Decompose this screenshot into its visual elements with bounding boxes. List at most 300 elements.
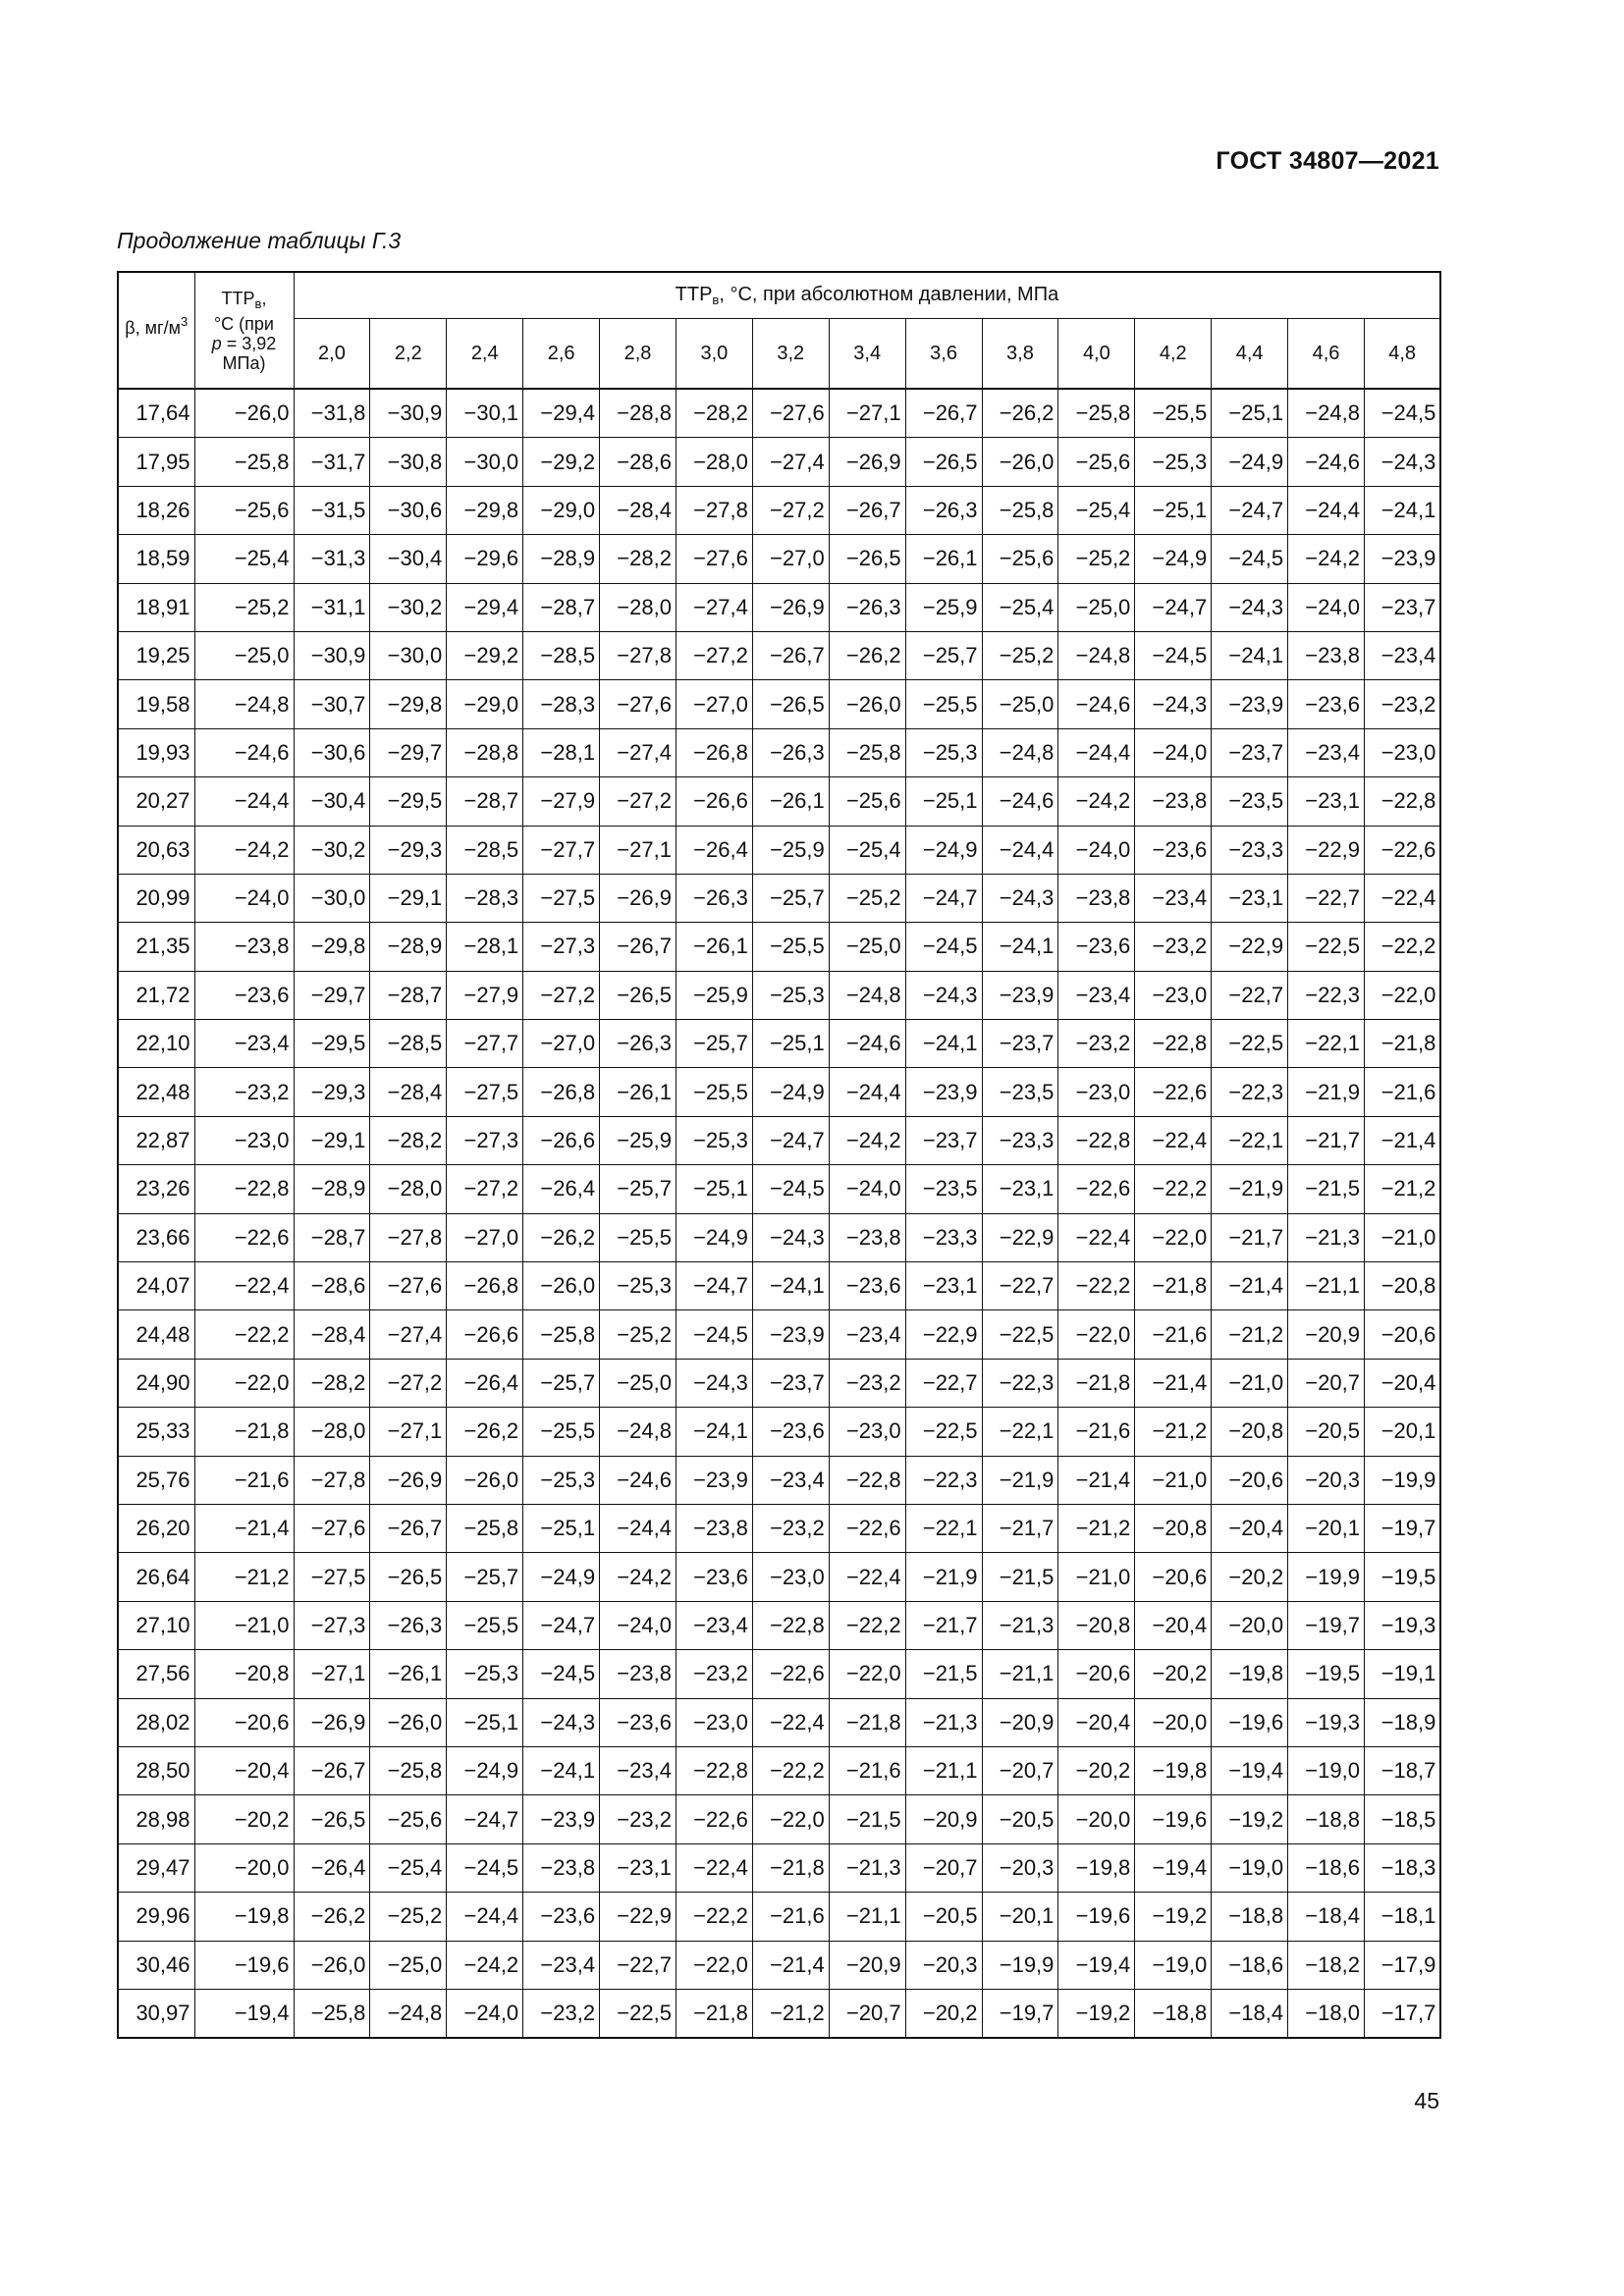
ttr-cell: −23,3	[982, 1116, 1058, 1164]
ttr-cell: −24,1	[752, 1262, 829, 1310]
ttr-cell: −29,1	[294, 1116, 370, 1164]
beta-unit-sup: 3	[180, 314, 189, 329]
table-row	[118, 1698, 1440, 1746]
ttr-cell: −27,0	[447, 1213, 523, 1261]
beta-cell: 19,93	[118, 728, 194, 776]
ttr-cell: −21,3	[982, 1601, 1058, 1649]
ttr-cell: −25,7	[523, 1359, 600, 1407]
ttr-392-cell: −20,2	[194, 1795, 294, 1843]
beta-cell: 28,50	[118, 1746, 194, 1794]
ttr-392-cell: −23,8	[194, 923, 294, 971]
ttr-cell: −26,9	[370, 1456, 447, 1504]
ttr-cell: −25,3	[523, 1456, 600, 1504]
ttr-392-cell: −22,6	[194, 1213, 294, 1261]
ttr-cell: −22,2	[676, 1893, 752, 1941]
ttr-cell: −23,5	[982, 1068, 1058, 1116]
ttr-cell: −20,3	[1288, 1456, 1365, 1504]
ttr-cell: −19,4	[1058, 1941, 1135, 1989]
ttr-cell: −23,2	[829, 1359, 905, 1407]
ttr-cell: −23,4	[1135, 874, 1212, 922]
ttr-cell: −24,5	[1135, 631, 1212, 679]
ttr-cell: −21,3	[1288, 1213, 1365, 1261]
ttr-cell: −28,1	[447, 923, 523, 971]
ttr-cell: −28,6	[600, 438, 677, 486]
ttr-cell: −26,1	[676, 923, 752, 971]
ttr-cell: −20,8	[1135, 1504, 1212, 1552]
ttr-cell: −23,1	[600, 1843, 677, 1892]
ttr-cell: −22,9	[905, 1310, 982, 1359]
ttr-392-cell: −19,8	[194, 1893, 294, 1941]
ttr-cell: −22,3	[905, 1456, 982, 1504]
ttr-cell: −28,1	[523, 728, 600, 776]
table-row	[118, 826, 1440, 874]
ttr-cell: −21,8	[1364, 1020, 1440, 1068]
table-row	[118, 583, 1440, 631]
ttr-cell: −29,7	[294, 971, 370, 1019]
ttr-cell: −27,4	[600, 728, 677, 776]
ttr-cell: −25,3	[676, 1116, 752, 1164]
ttr-cell: −24,4	[982, 826, 1058, 874]
ttr-cell: −26,3	[600, 1020, 677, 1068]
ttr-392-cell: −21,6	[194, 1456, 294, 1504]
ttr-cell: −18,4	[1212, 1989, 1288, 2038]
ttr-cell: −22,2	[752, 1746, 829, 1794]
ttr-cell: −26,4	[447, 1359, 523, 1407]
ttr-cell: −28,9	[294, 1165, 370, 1213]
ttr-cell: −24,2	[1058, 777, 1135, 826]
ttr-cell: −27,0	[523, 1020, 600, 1068]
pressure-header-row	[118, 319, 1440, 390]
ttr-cell: −21,8	[676, 1989, 752, 2038]
ttr-cell: −20,8	[1058, 1601, 1135, 1649]
ttr-392-cell: −20,0	[194, 1843, 294, 1892]
ttr-cell: −28,2	[600, 535, 677, 583]
ttr-392-cell: −22,0	[194, 1359, 294, 1407]
ttr-cell: −25,5	[447, 1601, 523, 1649]
ttr-cell: −23,8	[676, 1504, 752, 1552]
ttr-cell: −21,1	[1288, 1262, 1365, 1310]
ttr-cell: −23,8	[1135, 777, 1212, 826]
ttr-cell: −28,4	[370, 1068, 447, 1116]
ttr-392-cell: −21,4	[194, 1504, 294, 1552]
ttr-cell: −20,4	[1058, 1698, 1135, 1746]
ttr-cell: −27,9	[447, 971, 523, 1019]
ttr-cell: −25,2	[982, 631, 1058, 679]
ttr392-line3: = 3,92	[221, 333, 277, 353]
ttr-cell: −27,5	[523, 874, 600, 922]
table-row	[118, 923, 1440, 971]
ttr-cell: −28,3	[523, 680, 600, 728]
ttr392-sub: в	[254, 295, 262, 311]
ttr-cell: −19,4	[1212, 1746, 1288, 1794]
ttr-cell: −23,4	[1058, 971, 1135, 1019]
ttr-cell: −19,0	[1288, 1746, 1365, 1794]
ttr-cell: −24,0	[829, 1165, 905, 1213]
ttr-cell: −29,4	[447, 583, 523, 631]
ttr-cell: −18,0	[1288, 1989, 1365, 2038]
table-row	[118, 1456, 1440, 1504]
ttr-cell: −27,7	[447, 1020, 523, 1068]
ttr-cell: −25,9	[600, 1116, 677, 1164]
ttr-cell: −31,3	[294, 535, 370, 583]
ttr-cell: −24,4	[447, 1893, 523, 1941]
ttr-cell: −25,4	[370, 1843, 447, 1892]
ttr-cell: −23,7	[1364, 583, 1440, 631]
ttr-cell: −25,5	[523, 1408, 600, 1456]
ttr-cell: −26,0	[370, 1698, 447, 1746]
ttr-cell: −18,8	[1288, 1795, 1365, 1843]
ttr-cell: −24,0	[1135, 728, 1212, 776]
ttr-cell: −22,0	[1135, 1213, 1212, 1261]
ttr-cell: −20,7	[1288, 1359, 1365, 1407]
ttr-cell: −27,4	[676, 583, 752, 631]
ttr-392-cell: −24,8	[194, 680, 294, 728]
table-row	[118, 1116, 1440, 1164]
pressure-header: 2,4	[447, 319, 523, 390]
ttr-cell: −27,8	[370, 1213, 447, 1261]
ttr-cell: −21,0	[1135, 1456, 1212, 1504]
ttr-cell: −28,7	[294, 1213, 370, 1261]
ttr-cell: −21,4	[752, 1941, 829, 1989]
group-sub: в	[712, 293, 720, 307]
ttr-cell: −21,4	[1058, 1456, 1135, 1504]
beta-cell: 21,72	[118, 971, 194, 1019]
ttr-cell: −27,2	[600, 777, 677, 826]
ttr-cell: −23,6	[1058, 923, 1135, 971]
ttr-cell: −20,5	[905, 1893, 982, 1941]
ttr-cell: −22,1	[905, 1504, 982, 1552]
ttr-cell: −28,0	[676, 438, 752, 486]
ttr-cell: −26,0	[294, 1941, 370, 1989]
ttr-cell: −27,1	[829, 389, 905, 438]
ttr-cell: −25,8	[982, 486, 1058, 534]
ttr-392-cell: −22,8	[194, 1165, 294, 1213]
ttr-cell: −27,7	[523, 826, 600, 874]
ttr-cell: −28,8	[600, 389, 677, 438]
ttr-cell: −29,3	[370, 826, 447, 874]
ttr-cell: −27,2	[523, 971, 600, 1019]
ttr-cell: −26,0	[829, 680, 905, 728]
table-row	[118, 389, 1440, 438]
ttr-cell: −23,4	[676, 1601, 752, 1649]
ttr-cell: −23,8	[829, 1213, 905, 1261]
ttr-cell: −26,2	[523, 1213, 600, 1261]
ttr-cell: −22,8	[1364, 777, 1440, 826]
ttr-cell: −30,0	[370, 631, 447, 679]
ttr-cell: −21,1	[982, 1650, 1058, 1698]
ttr-cell: −28,7	[523, 583, 600, 631]
ttr-cell: −23,9	[982, 971, 1058, 1019]
ttr-cell: −23,4	[1364, 631, 1440, 679]
ttr-cell: −27,4	[752, 438, 829, 486]
ttr-cell: −20,7	[905, 1843, 982, 1892]
beta-cell: 25,33	[118, 1408, 194, 1456]
ttr-cell: −25,1	[523, 1504, 600, 1552]
ttr-cell: −23,8	[1288, 631, 1365, 679]
ttr-cell: −25,9	[676, 971, 752, 1019]
ttr-cell: −27,2	[676, 631, 752, 679]
ttr-cell: −26,5	[752, 680, 829, 728]
beta-cell: 18,26	[118, 486, 194, 534]
ttr-392-cell: −22,2	[194, 1310, 294, 1359]
ttr-cell: −19,0	[1135, 1941, 1212, 1989]
ttr-cell: −26,3	[370, 1601, 447, 1649]
ttr-cell: −20,2	[1135, 1650, 1212, 1698]
pressure-header: 3,8	[982, 319, 1058, 390]
ttr-cell: −22,7	[982, 1262, 1058, 1310]
ttr-cell: −28,9	[523, 535, 600, 583]
ttr-cell: −21,0	[1058, 1553, 1135, 1601]
pressure-header: 3,0	[676, 319, 752, 390]
ttr-cell: −22,5	[1212, 1020, 1288, 1068]
ttr-cell: −22,9	[1288, 826, 1365, 874]
pressure-header: 4,2	[1135, 319, 1212, 390]
ttr-cell: −22,2	[1364, 923, 1440, 971]
ttr-cell: −26,2	[294, 1893, 370, 1941]
ttr-cell: −18,8	[1135, 1989, 1212, 2038]
pressure-header: 3,6	[905, 319, 982, 390]
ttr-cell: −23,5	[905, 1165, 982, 1213]
ttr-cell: −24,6	[1058, 680, 1135, 728]
ttr-cell: −25,3	[752, 971, 829, 1019]
table-row	[118, 680, 1440, 728]
beta-cell: 18,91	[118, 583, 194, 631]
beta-cell: 24,07	[118, 1262, 194, 1310]
ttr-cell: −21,7	[1288, 1116, 1365, 1164]
pressure-header: 4,8	[1364, 319, 1440, 390]
ttr-392-cell: −25,4	[194, 535, 294, 583]
beta-cell: 18,59	[118, 535, 194, 583]
ttr-cell: −20,2	[1212, 1553, 1288, 1601]
ttr-cell: −21,9	[905, 1553, 982, 1601]
ttr-cell: −29,7	[370, 728, 447, 776]
ttr-cell: −22,7	[905, 1359, 982, 1407]
ttr-cell: −25,6	[982, 535, 1058, 583]
ttr392-line4: МПа)	[222, 352, 266, 373]
ttr-cell: −18,3	[1364, 1843, 1440, 1892]
ttr-cell: −28,5	[523, 631, 600, 679]
ttr-cell: −22,2	[1058, 1262, 1135, 1310]
ttr-cell: −22,5	[600, 1989, 677, 2038]
ttr-cell: −23,3	[905, 1213, 982, 1261]
ttr-cell: −20,4	[1212, 1504, 1288, 1552]
ttr-cell: −22,0	[1058, 1310, 1135, 1359]
ttr-cell: −30,6	[370, 486, 447, 534]
ttr-cell: −22,3	[982, 1359, 1058, 1407]
ttr-392-cell: −23,0	[194, 1116, 294, 1164]
ttr-392-cell: −24,2	[194, 826, 294, 874]
ttr-cell: −21,6	[752, 1893, 829, 1941]
table-row	[118, 1843, 1440, 1892]
ttr-cell: −29,8	[370, 680, 447, 728]
ttr-cell: −26,0	[523, 1262, 600, 1310]
ttr-cell: −21,5	[1288, 1165, 1365, 1213]
ttr-cell: −22,1	[1212, 1116, 1288, 1164]
ttr-cell: −23,6	[600, 1698, 677, 1746]
ttr-cell: −26,3	[905, 486, 982, 534]
ttr-cell: −24,9	[676, 1213, 752, 1261]
ttr-cell: −25,1	[676, 1165, 752, 1213]
ttr-cell: −26,3	[676, 874, 752, 922]
ttr-cell: −20,6	[1212, 1456, 1288, 1504]
ttr-cell: −28,4	[294, 1310, 370, 1359]
ttr-cell: −25,6	[829, 777, 905, 826]
ttr-cell: −22,6	[752, 1650, 829, 1698]
ttr-cell: −27,2	[752, 486, 829, 534]
ttr-cell: −21,6	[1364, 1068, 1440, 1116]
ttr-cell: −24,6	[829, 1020, 905, 1068]
ttr-cell: −26,2	[829, 631, 905, 679]
ttr-cell: −25,9	[752, 826, 829, 874]
ttr-cell: −26,9	[752, 583, 829, 631]
ttr-cell: −23,1	[905, 1262, 982, 1310]
ttr-cell: −27,1	[370, 1408, 447, 1456]
ttr-cell: −24,1	[905, 1020, 982, 1068]
ttr-cell: −24,9	[523, 1553, 600, 1601]
ttr-cell: −22,0	[752, 1795, 829, 1843]
ttr-cell: −25,1	[905, 777, 982, 826]
table-row	[118, 631, 1440, 679]
ttr-cell: −18,6	[1288, 1843, 1365, 1892]
beta-cell: 20,99	[118, 874, 194, 922]
ttr-cell: −18,6	[1212, 1941, 1288, 1989]
ttr-cell: −30,1	[447, 389, 523, 438]
ttr-cell: −23,9	[752, 1310, 829, 1359]
ttr-392-cell: −21,8	[194, 1408, 294, 1456]
ttr-cell: −18,8	[1212, 1893, 1288, 1941]
ttr-392-cell: −19,4	[194, 1989, 294, 2038]
ttr-cell: −23,9	[523, 1795, 600, 1843]
ttr-cell: −24,5	[1364, 389, 1440, 438]
ttr-cell: −25,2	[829, 874, 905, 922]
beta-cell: 17,64	[118, 389, 194, 438]
ttr-cell: −19,8	[1058, 1843, 1135, 1892]
ttr-cell: −25,8	[447, 1504, 523, 1552]
ttr-cell: −24,8	[600, 1408, 677, 1456]
ttr-cell: −21,6	[1058, 1408, 1135, 1456]
ttr-cell: −21,4	[1135, 1359, 1212, 1407]
ttr-cell: −24,4	[1288, 486, 1365, 534]
ttr-cell: −20,1	[982, 1893, 1058, 1941]
ttr-cell: −18,2	[1288, 1941, 1365, 1989]
ttr-cell: −18,1	[1364, 1893, 1440, 1941]
ttr-cell: −22,6	[1058, 1165, 1135, 1213]
pressure-header: 4,6	[1288, 319, 1365, 390]
ttr-cell: −23,8	[523, 1843, 600, 1892]
ttr-cell: −20,2	[1058, 1746, 1135, 1794]
ttr-cell: −23,9	[1364, 535, 1440, 583]
beta-cell: 19,25	[118, 631, 194, 679]
ttr-cell: −23,0	[829, 1408, 905, 1456]
ttr-cell: −24,5	[905, 923, 982, 971]
ttr-cell: −25,7	[676, 1020, 752, 1068]
ttr-cell: −19,7	[982, 1989, 1058, 2038]
ttr-cell: −21,9	[1212, 1165, 1288, 1213]
column-header-ttr-392	[194, 272, 294, 389]
ttr-cell: −19,0	[1212, 1843, 1288, 1892]
ttr-cell: −29,4	[523, 389, 600, 438]
table-row	[118, 1601, 1440, 1649]
ttr-cell: −21,6	[829, 1746, 905, 1794]
ttr-cell: −23,9	[1212, 680, 1288, 728]
ttr-cell: −22,9	[600, 1893, 677, 1941]
ttr-cell: −22,4	[1135, 1116, 1212, 1164]
ttr-cell: −24,1	[982, 923, 1058, 971]
ttr-cell: −24,8	[1058, 631, 1135, 679]
ttr-cell: −19,5	[1288, 1650, 1365, 1698]
table-row	[118, 1795, 1440, 1843]
ttr-cell: −24,6	[600, 1456, 677, 1504]
ttr-cell: −26,7	[905, 389, 982, 438]
ttr-392-cell: −24,6	[194, 728, 294, 776]
ttr-cell: −26,4	[676, 826, 752, 874]
ttr-cell: −20,0	[1135, 1698, 1212, 1746]
ttr-cell: −25,5	[600, 1213, 677, 1261]
ttr-cell: −29,3	[294, 1068, 370, 1116]
ttr392-line2: °С (при	[213, 313, 274, 334]
column-group-header	[294, 272, 1440, 319]
ttr-cell: −23,2	[752, 1504, 829, 1552]
ttr-cell: −30,9	[370, 389, 447, 438]
ttr-392-cell: −25,6	[194, 486, 294, 534]
ttr-cell: −21,1	[829, 1893, 905, 1941]
ttr-cell: −28,0	[294, 1408, 370, 1456]
ttr-cell: −24,6	[1288, 438, 1365, 486]
beta-cell: 27,10	[118, 1601, 194, 1649]
ttr-cell: −27,1	[294, 1650, 370, 1698]
ttr-cell: −20,7	[829, 1989, 905, 2038]
ttr-cell: −19,2	[1212, 1795, 1288, 1843]
ttr-cell: −23,2	[600, 1795, 677, 1843]
ttr-cell: −19,2	[1135, 1893, 1212, 1941]
ttr-cell: −25,7	[752, 874, 829, 922]
ttr-cell: −23,7	[1212, 728, 1288, 776]
ttr-cell: −26,9	[600, 874, 677, 922]
ttr-cell: −24,4	[600, 1504, 677, 1552]
ttr-cell: −27,0	[676, 680, 752, 728]
ttr-cell: −24,8	[370, 1989, 447, 2038]
ttr-cell: −26,6	[523, 1116, 600, 1164]
ttr-cell: −19,8	[1135, 1746, 1212, 1794]
ttr-cell: −25,9	[905, 583, 982, 631]
table-row	[118, 1213, 1440, 1261]
ttr-cell: −20,9	[982, 1698, 1058, 1746]
ttr-cell: −26,5	[829, 535, 905, 583]
ttr-cell: −20,0	[1058, 1795, 1135, 1843]
ttr-cell: −22,9	[982, 1213, 1058, 1261]
ttr-cell: −24,4	[1058, 728, 1135, 776]
ttr-cell: −21,3	[829, 1843, 905, 1892]
ttr-cell: −25,1	[1212, 389, 1288, 438]
ttr-cell: −24,5	[676, 1310, 752, 1359]
ttr-cell: −23,3	[1212, 826, 1288, 874]
ttr-cell: −20,9	[1288, 1310, 1365, 1359]
ttr-392-cell: −25,2	[194, 583, 294, 631]
ttr-392-cell: −21,0	[194, 1601, 294, 1649]
ttr-cell: −18,9	[1364, 1698, 1440, 1746]
ttr-cell: −23,6	[829, 1262, 905, 1310]
ttr-cell: −24,3	[523, 1698, 600, 1746]
beta-cell: 22,10	[118, 1020, 194, 1068]
table-row	[118, 1408, 1440, 1456]
ttr-cell: −28,5	[447, 826, 523, 874]
ttr-cell: −22,4	[752, 1698, 829, 1746]
ttr-cell: −25,4	[1058, 486, 1135, 534]
ttr-cell: −25,8	[370, 1746, 447, 1794]
pressure-header: 4,4	[1212, 319, 1288, 390]
table-row	[118, 486, 1440, 534]
ttr-cell: −25,8	[523, 1310, 600, 1359]
